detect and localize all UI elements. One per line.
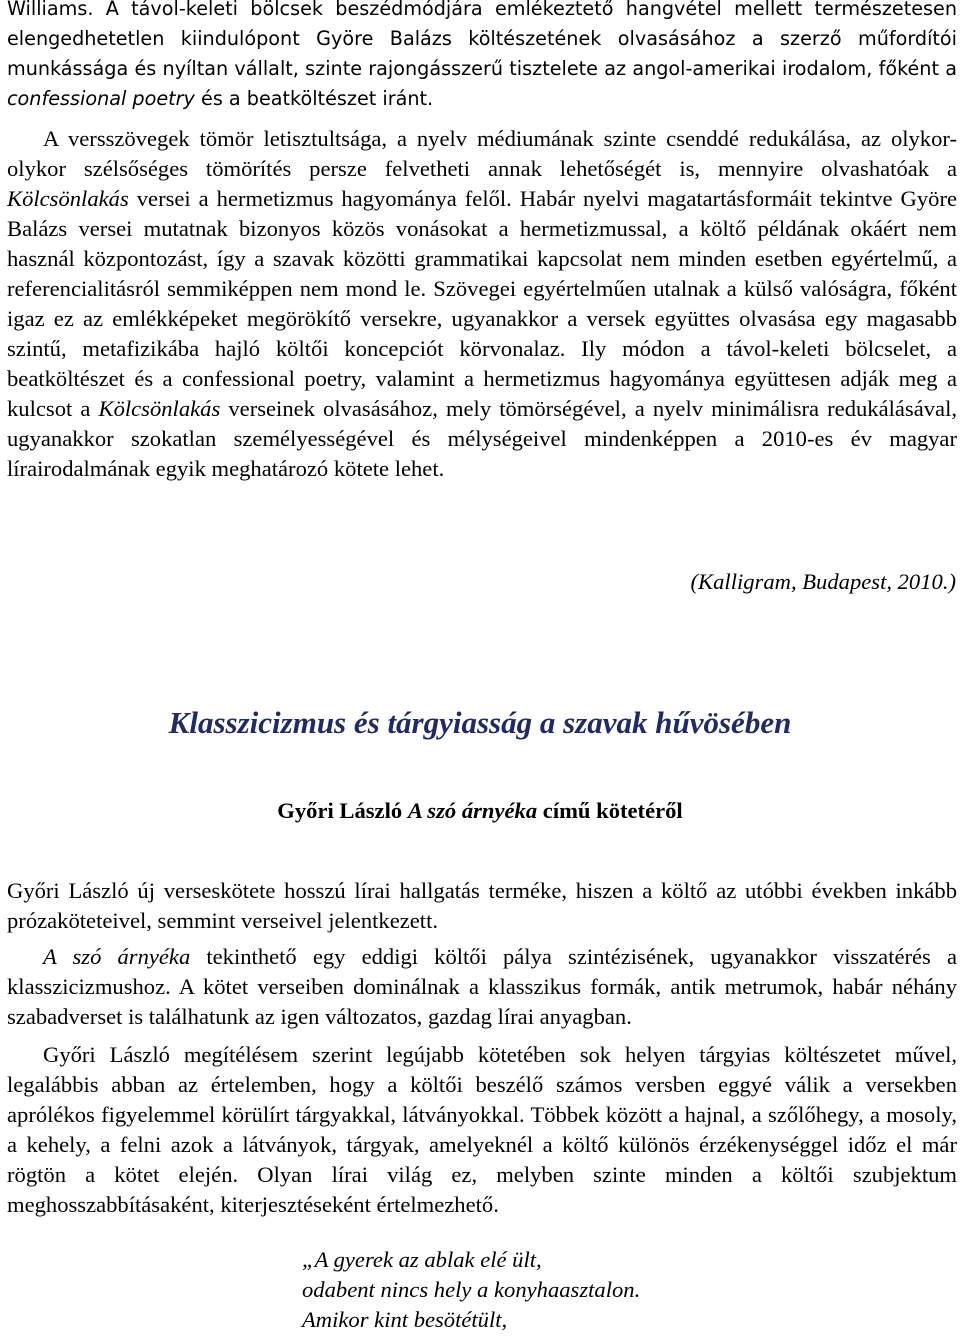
paragraph-text: versei a hermetizmus hagyománya felől. Habár nyelvi magatartásformáit tekintve Györe Balázs versei mutatnak bizonyos közös vonásokat a hermetizmussal, a költő példának okáért nem használ központozást, így a szavak közötti grammatikai kapcsolat nem minden esetben egyértelmű, a referencialitásról semmiképpen nem mond le. Szövegei egyértelműen utalnak a külső valóságra, főként igaz ez az emlékképeket megörökítő versekre, ugyanakkor a versek együttes olvasása egy magasabb szintű, metafizikába hajló költői koncepciót körvonalaz. Ily módon a távol-keleti bölcselet, a beatköltészet és a confessional poetry, valamint a hermetizmus hagyománya együttesen adják meg a kulcsot a <box>7 186 957 421</box>
publication-citation: (Kalligram, Budapest, 2010.) <box>690 569 956 594</box>
paragraph-text: Williams. A távol-keleti bölcsek beszédmódjára emlékeztető hangvétel mellett természetesen elengedhetetlen kiindulópont Györe Balázs költészetének olvasásához a szerző műfordítói munkássága és nyíltan vállalt, szinte rajongásszerű tisztelete az angol-amerikai irodalom, főként a <box>7 0 957 80</box>
paragraph-continuation <box>7 0 957 114</box>
poem-line: Amikor kint besötétült, <box>302 1307 508 1332</box>
paragraph <box>7 942 957 1032</box>
subtitle-author: Győri László <box>277 798 408 823</box>
italic-book-title: A szó árnyéka <box>43 944 191 969</box>
paragraph-text: és a beatköltészet iránt. <box>194 87 434 110</box>
poem-line: odabent nincs hely a konyhaasztalon. <box>302 1277 641 1302</box>
review-subtitle <box>0 796 960 826</box>
subtitle-book-title: A szó árnyéka <box>407 798 538 823</box>
paragraph-text: A versszövegek tömör letisztultsága, a nyelv médiumának szinte csenddé redukálása, az olykor-olykor szélsőséges tömörítés persze felvetheti annak lehetőségét is, mennyire olvashatóak a <box>7 126 957 181</box>
paragraph <box>7 124 957 484</box>
review-title: Klasszicizmus és tárgyiasság a szavak hűvösében <box>168 705 792 740</box>
italic-book-title: Kölcsönlakás <box>7 186 129 211</box>
paragraph-text: verseinek olvasásához, mely tömörségével, a nyelv minimálisra redukálásával, ugyanakkor szokatlan személyességével és mélységeivel mindenképpen a 2010-es év magyar lírairodalmának egyik meghatározó kötete lehet. <box>7 396 957 481</box>
paragraph-text: tekinthető egy eddigi költői pálya szintézisének, ugyanakkor visszatérés a klasszicizmushoz. A kötet verseiben dominálnak a klasszikus formák, antik metrumok, habár néhány szabadverset is találhatunk az igen változatos, gazdag lírai anyagban. <box>7 944 957 1029</box>
poem-quote <box>302 1245 640 1335</box>
paragraph <box>7 1040 957 1220</box>
poem-line: „A gyerek az ablak elé ült, <box>302 1247 542 1272</box>
italic-book-title: Kölcsönlakás <box>98 396 221 421</box>
paragraph-text: Győri László új verseskötete hosszú lírai hallgatás terméke, hiszen a költő az utóbbi években inkább prózaköteteivel, semmint verseivel jelentkezett. <box>7 878 957 933</box>
italic-term: confessional poetry <box>7 87 195 110</box>
subtitle-rest: című kötetéről <box>537 798 683 823</box>
paragraph-text: Győri László megítélésem szerint legújabb kötetében sok helyen tárgyias költészetet művel, legalábbis abban az értelemben, hogy a költői beszélő számos versben eggyé válik a versekben aprólékos figyelemmel körülírt tárgyakkal, látványokkal. Többek között a hajnal, a szőlőhegy, a mosoly, a kehely, a felni azok a látványok, tárgyak, amelyeknél a költő különös érzékenységgel időz el már rögtön a kötet elején. Olyan lírai világ ez, melyben szinte minden a költői szubjektum meghosszabbításaként, kiterjesztéseként értelmezhető. <box>7 1042 957 1217</box>
paragraph <box>7 876 957 936</box>
